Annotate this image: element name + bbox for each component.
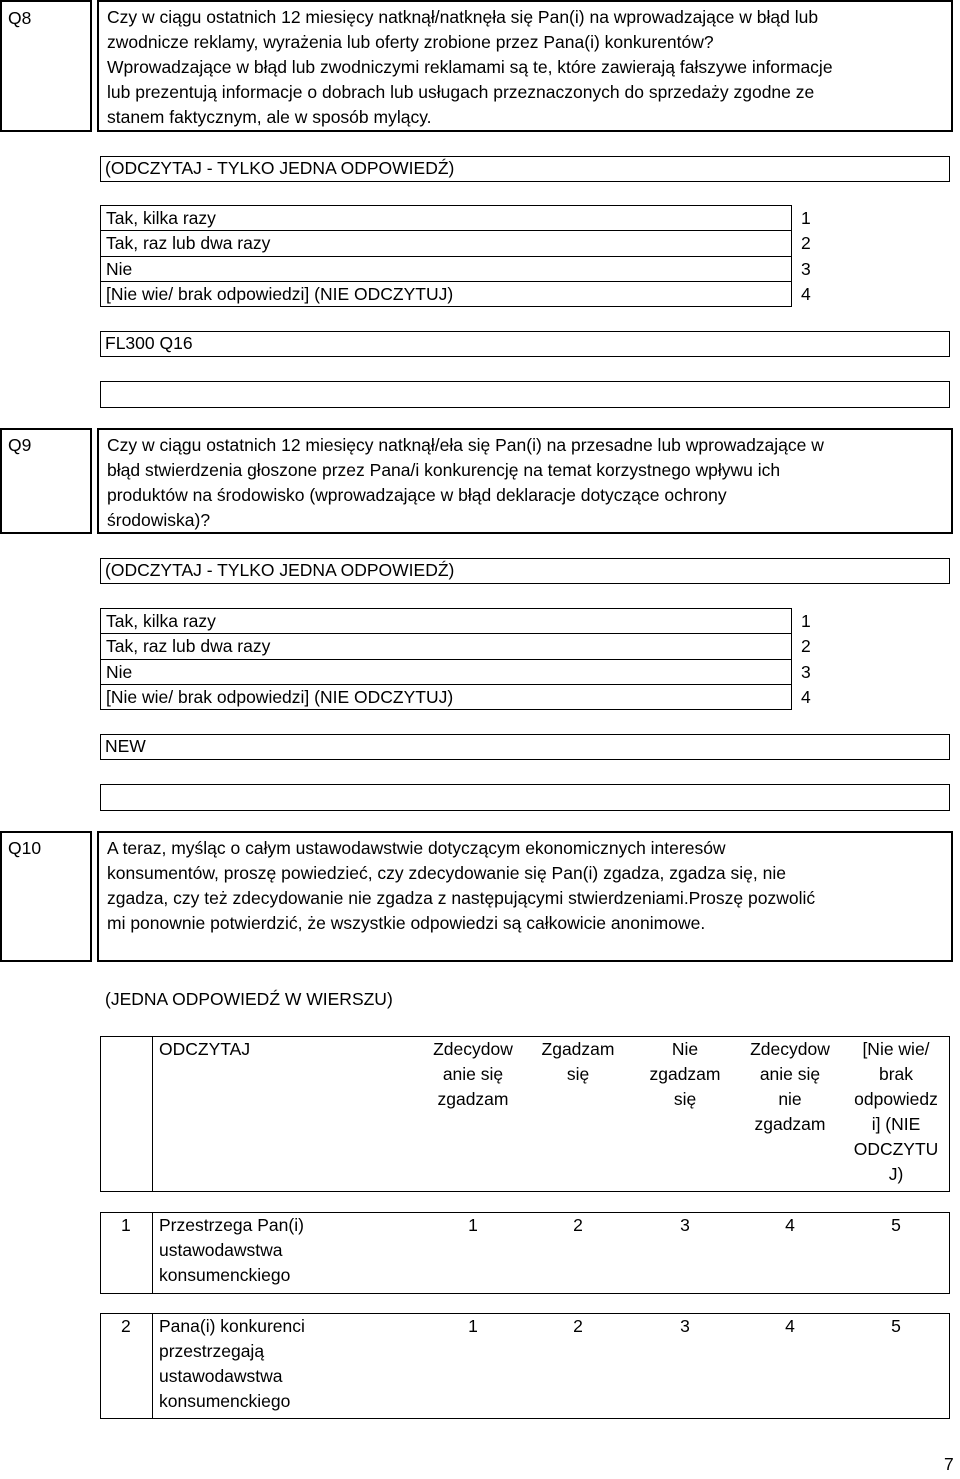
q8-option-label[interactable]: Tak, raz lub dwa razy bbox=[106, 233, 271, 253]
q10-column-header: [Nie wie/ brak odpowiedz i] (NIE ODCZYTU J) bbox=[853, 1039, 939, 1184]
q10-answer-code[interactable]: 2 bbox=[573, 1316, 583, 1336]
q10-question-text bbox=[107, 836, 815, 936]
q10-table-divider bbox=[152, 1313, 153, 1419]
q8-option-code: 1 bbox=[801, 208, 811, 228]
q10-row-number: 1 bbox=[121, 1215, 131, 1235]
q9-label: Q9 bbox=[8, 435, 32, 455]
q8-question-text bbox=[107, 5, 833, 130]
q8-question-line: Czy w ciągu ostatnich 12 miesięcy natknął/natknęła się Pan(i) na wprowadzające w błąd lub bbox=[107, 7, 819, 27]
q9-option-code: 3 bbox=[801, 662, 811, 682]
q10-answer-code[interactable]: 5 bbox=[891, 1316, 901, 1336]
q10-question-line: zgadza, czy też zdecydowanie nie zgadza z następującymi stwierdzeniami.Proszę pozwolić bbox=[107, 888, 816, 908]
q10-answer-code[interactable]: 2 bbox=[573, 1215, 583, 1235]
q9-option-code: 2 bbox=[801, 636, 811, 656]
q9-source: NEW bbox=[105, 736, 146, 756]
q8-option-label[interactable]: Tak, kilka razy bbox=[106, 208, 216, 228]
q10-answer-code[interactable]: 1 bbox=[468, 1215, 478, 1235]
q10-table-divider bbox=[152, 1212, 153, 1294]
q9-option-code: 1 bbox=[801, 611, 811, 631]
q8-option-code: 4 bbox=[801, 284, 811, 304]
q9-question-line: błąd stwierdzenia głoszone przez Pana/i konkurencję na temat korzystnego wpływu ich bbox=[107, 460, 781, 480]
q8-question-line: stanem faktycznym, ale w sposób mylący. bbox=[107, 107, 432, 127]
q8-option-label[interactable]: Nie bbox=[106, 259, 133, 279]
q9-option-label[interactable]: Tak, kilka razy bbox=[106, 611, 216, 631]
q10-column-header: Nie zgadzam się bbox=[649, 1039, 721, 1109]
q8-option-label[interactable]: [Nie wie/ brak odpowiedzi] (NIE ODCZYTUJ) bbox=[106, 284, 454, 304]
q8-question-line: lub prezentują informacje o dobrach lub usługach przeznaczonych do sprzedaży zgodne ze bbox=[107, 82, 815, 102]
q10-question-line: A teraz, myśląc o całym ustawodawstwie dotyczącym ekonomicznych interesów bbox=[107, 838, 726, 858]
q10-column-header: Zdecydow anie się zgadzam bbox=[433, 1039, 513, 1109]
q10-column-header: Zdecydow anie się nie zgadzam bbox=[750, 1039, 830, 1134]
q10-answer-code[interactable]: 3 bbox=[680, 1215, 690, 1235]
q8-source-box bbox=[100, 331, 950, 357]
q9-option-label[interactable]: [Nie wie/ brak odpowiedzi] (NIE ODCZYTUJ) bbox=[106, 687, 454, 707]
q10-row-label: Pana(i) konkurenci przestrzegają ustawodawstwa konsumenckiego bbox=[159, 1316, 305, 1411]
q9-option-label[interactable]: Nie bbox=[106, 662, 133, 682]
q10-answer-code[interactable]: 3 bbox=[680, 1316, 690, 1336]
page-number: 7 bbox=[944, 1454, 954, 1474]
q10-label: Q10 bbox=[8, 838, 42, 858]
q8-question-line: zwodnicze reklamy, wyrażenia lub oferty zrobione przez Pana(i) konkurentów? bbox=[107, 32, 714, 52]
q8-question-line: Wprowadzające w błąd lub zwodniczymi reklamami są te, które zawierają fałszywe informacje bbox=[107, 57, 833, 77]
q8-option-code: 3 bbox=[801, 259, 811, 279]
q10-read-label: ODCZYTAJ bbox=[159, 1039, 251, 1059]
q9-option-divider bbox=[100, 659, 792, 660]
q9-question-line: Czy w ciągu ostatnich 12 miesięcy natknął/eła się Pan(i) na przesadne lub wprowadzające w bbox=[107, 435, 824, 455]
q10-answer-code[interactable]: 5 bbox=[891, 1215, 901, 1235]
q9-instruction: (ODCZYTAJ - TYLKO JEDNA ODPOWIEDŹ) bbox=[105, 560, 455, 580]
q10-answer-code[interactable]: 1 bbox=[468, 1316, 478, 1336]
q9-option-code: 4 bbox=[801, 687, 811, 707]
q9-answer-field[interactable] bbox=[100, 784, 950, 811]
q8-answer-field[interactable] bbox=[100, 381, 950, 408]
q10-row-label: Przestrzega Pan(i) ustawodawstwa konsumenckiego bbox=[159, 1215, 304, 1285]
q8-option-divider bbox=[100, 256, 792, 257]
q9-question-line: produktów na środowisko (wprowadzające w błąd deklaracje dotyczące ochrony bbox=[107, 485, 727, 505]
q10-row-number: 2 bbox=[121, 1316, 131, 1336]
q8-source: FL300 Q16 bbox=[105, 333, 193, 353]
q10-instruction: (JEDNA ODPOWIEDŹ W WIERSZU) bbox=[105, 989, 393, 1009]
q10-answer-code[interactable]: 4 bbox=[785, 1215, 795, 1235]
q9-option-label[interactable]: Tak, raz lub dwa razy bbox=[106, 636, 271, 656]
q10-question-line: mi ponownie potwierdzić, że wszystkie odpowiedzi są całkowicie anonimowe. bbox=[107, 913, 706, 933]
q10-table-divider bbox=[152, 1036, 153, 1192]
q9-question-text bbox=[107, 433, 824, 533]
q10-answer-code[interactable]: 4 bbox=[785, 1316, 795, 1336]
q8-option-code: 2 bbox=[801, 233, 811, 253]
q10-column-header: Zgadzam się bbox=[541, 1039, 615, 1084]
q9-question-line: środowiska)? bbox=[107, 510, 211, 530]
q9-source-box bbox=[100, 734, 950, 760]
q10-question-line: konsumentów, proszę powiedzieć, czy zdecydowanie się Pan(i) zgadza, zgadza się, nie bbox=[107, 863, 786, 883]
q8-label: Q8 bbox=[8, 8, 32, 28]
q8-instruction: (ODCZYTAJ - TYLKO JEDNA ODPOWIEDŹ) bbox=[105, 158, 455, 178]
